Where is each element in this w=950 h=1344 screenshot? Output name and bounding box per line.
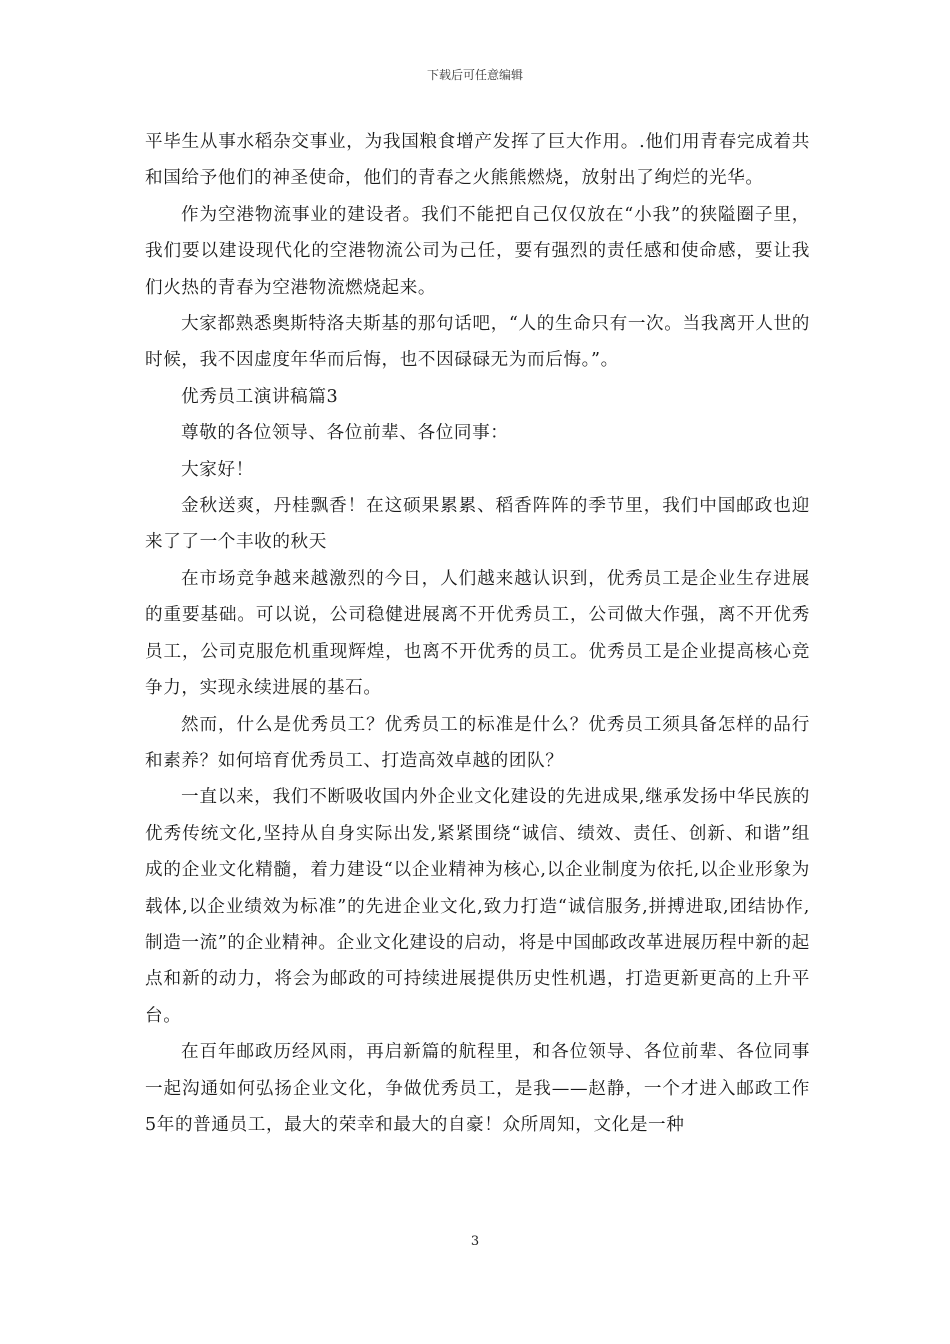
paragraph: 金秋送爽，丹桂飘香！在这硕果累累、稻香阵阵的季节里，我们中国邮政也迎来了了一个丰收的秋天: [145, 496, 810, 553]
paragraph: 平毕生从事水稻杂交事业，为我国粮食增产发挥了巨大作用。.他们用青春完成着共和国给予他们的神圣使命，他们的青春之火熊熊燃烧，放射出了绚烂的光华。: [145, 132, 810, 189]
paragraph: 在市场竞争越来越激烈的今日，人们越来越认识到，优秀员工是企业生存进展的重要基础。可以说，公司稳健进展离不开优秀员工，公司做大作强，离不开优秀员工，公司克服危机重现辉煌，也离不开优秀的员工。优秀员工是企业提高核心竞争力，实现永续进展的基石。: [145, 568, 810, 699]
document-body: [145, 124, 810, 1143]
paragraph: 然而，什么是优秀员工？优秀员工的标准是什么？优秀员工须具备怎样的品行和素养？如何培育优秀员工、打造高效卓越的团队？: [145, 714, 810, 771]
paragraph: 作为空港物流事业的建设者。我们不能把自己仅仅放在“小我”的狭隘圈子里，我们要以建设现代化的空港物流公司为己任，要有强烈的责任感和使命感，要让我们火热的青春为空港物流燃烧起来。: [145, 204, 810, 298]
greeting: 大家好！: [181, 459, 254, 480]
paragraph: 在百年邮政历经风雨，再启新篇的航程里，和各位领导、各位前辈、各位同事一起沟通如何弘扬企业文化，争做优秀员工，是我——赵静，一个才进入邮政工作5年的普通员工，最大的荣幸和最大的自豪！众所周知，文化是一种: [145, 1042, 810, 1135]
section-title: 优秀员工演讲稿篇3: [181, 386, 339, 407]
paragraph: 一直以来，我们不断吸收国内外企业文化建设的先进成果,继承发扬中华民族的优秀传统文化,坚持从自身实际出发,紧紧围绕“诚信、绩效、责任、创新、和谐”组成的企业文化精髓，着力建设“以企业精神为核心,以企业制度为依托,以企业形象为载体,以企业绩效为标准”的先进企业文化,致力打造“诚信服务,拼搏进取,团结协作,制造一流”的企业精神。企业文化建设的启动，将是中国邮政改革进展历程中新的起点和新的动力，将会为邮政的可持续进展提供历史性机遇，打造更新更高的上升平台。: [145, 787, 810, 1026]
page-header: 下载后可任意编辑: [426, 68, 523, 82]
page-number: 3: [470, 1234, 480, 1249]
salutation: 尊敬的各位领导、各位前辈、各位同事：: [181, 423, 509, 444]
paragraph: 大家都熟悉奥斯特洛夫斯基的那句话吧，“人的生命只有一次。当我离开人世的时候，我不因虚度年华而后悔，也不因碌碌无为而后悔。”。: [145, 314, 810, 371]
